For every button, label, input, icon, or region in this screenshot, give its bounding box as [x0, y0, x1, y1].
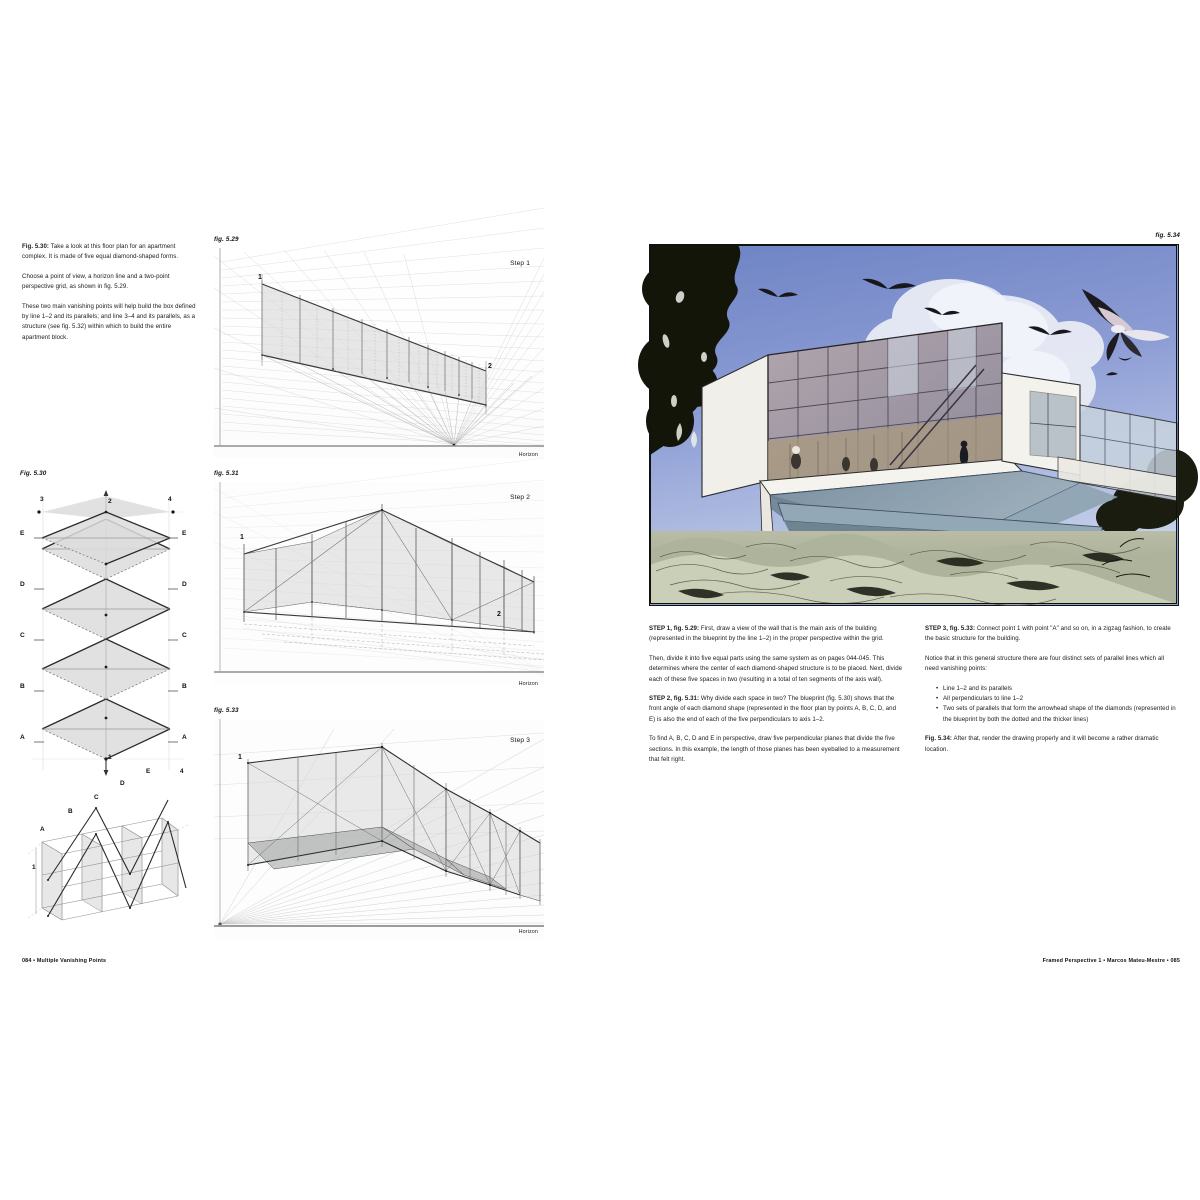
- fig-530-row-label-B-right: B: [182, 683, 187, 690]
- fig-529-drawing: [214, 248, 544, 458]
- step-3-paragraph: STEP 3, fig. 5.33: Connect point 1 with point "A" and so on, in a zigzag fashion, to create the basic structure for the building.: [925, 625, 1171, 643]
- list-item: • All perpendiculars to line 1–2: [936, 694, 1179, 704]
- fig-530-row-label-D-right: D: [182, 581, 187, 588]
- fig-533-drawing: [214, 719, 544, 939]
- right-page-text-columns: [649, 624, 1179, 774]
- fig-532-drawing: [18, 788, 194, 933]
- right-column-right: [925, 624, 1179, 774]
- fig-530-drawing: [18, 482, 194, 782]
- fig-529-caption: fig. 5.29: [214, 236, 239, 243]
- fig-530-point-2-top: 2: [108, 498, 112, 505]
- intro-paragraph-1: Fig. 5.30: Take a look at this floor plan for an apartment complex. It is made of five equal diamond-shaped forms.: [22, 243, 179, 261]
- fig-531-step-label: Step 2: [510, 494, 530, 501]
- svg-text:1: 1: [258, 274, 262, 281]
- fig-530-row-label-C-right: C: [182, 632, 187, 639]
- left-page: [18, 232, 546, 972]
- fig-530-row-label-E-left: E: [20, 530, 25, 537]
- left-page-footer: 084 • Multiple Vanishing Points: [22, 958, 107, 964]
- list-item: • Line 1–2 and its parallels: [936, 684, 1179, 694]
- fig-534-caption: fig. 5.34: [1155, 232, 1180, 239]
- step-2-heading: STEP 2, fig. 5.31:: [649, 695, 700, 703]
- right-column-left: [649, 624, 903, 774]
- fig-533-horizon-label: Horizon: [518, 929, 538, 935]
- figure-5-33: [214, 719, 544, 939]
- svg-text:1: 1: [238, 754, 242, 761]
- step-2-followup-paragraph: To find A, B, C, D and E in perspective, draw five perpendicular planes that divide the five sections. In this example, the length of those planes has been eyeballed to a measurement that felt right.: [649, 735, 900, 764]
- fig-531-caption: fig. 5.31: [214, 470, 239, 477]
- right-page-footer: Framed Perspective 1 • Marcos Mateu-Mestre • 085: [1042, 958, 1180, 964]
- fig-530-caption: Fig. 5.30: [20, 470, 47, 477]
- fig-530-point-4-top: 4: [168, 496, 172, 503]
- step-3-heading: STEP 3, fig. 5.33:: [925, 625, 976, 632]
- list-item: • Two sets of parallels that form the arrowhead shape of the diamonds (represented in the blueprint by both the dotted and the thicker lines): [936, 704, 1179, 725]
- fig-530-row-label-B-left: B: [20, 683, 25, 690]
- fig-530-row-label-A-left: A: [20, 734, 25, 741]
- parallel-sets-intro: Notice that in this general structure there are four distinct sets of parallel lines which all need vanishing points:: [925, 654, 1165, 673]
- illustration-artwork: [650, 245, 1177, 604]
- fig-530-point-3-top: 3: [40, 496, 44, 503]
- fig-529-horizon-label: Horizon: [518, 452, 538, 458]
- fig-534-heading: Fig. 5.34:: [925, 735, 953, 743]
- fig-532-label-B: B: [68, 808, 73, 815]
- step-1-paragraph: STEP 1, fig. 5.29: First, draw a view of the wall that is the main axis of the building (represented in the blueprint by the line 1–2) in the proper perspective within the grid.: [649, 625, 884, 643]
- fig-532-label-A: A: [40, 826, 45, 833]
- step-1-heading: STEP 1, fig. 5.29:: [649, 625, 700, 632]
- fig-533-caption: fig. 5.33: [214, 707, 239, 714]
- figure-5-31: [214, 482, 544, 685]
- fig-530-row-label-C-left: C: [20, 632, 25, 639]
- fig-530-row-label-D-left: D: [20, 581, 25, 588]
- figure-5-29: [214, 248, 544, 458]
- figure-5-30: [18, 482, 194, 782]
- svg-text:2: 2: [488, 363, 492, 370]
- step-2-paragraph: STEP 2, fig. 5.31: Why divide each space in two? The blueprint (fig. 5.30) shows that the front angle of each diamond shape (represented in the floor plan by points A, B, C, D, and E) is also the end of each of the five perpendiculars to axis 1–2.: [649, 695, 897, 723]
- fig-531-drawing: [214, 482, 544, 685]
- fig-532-point-1: 1: [32, 864, 36, 871]
- svg-text:1: 1: [240, 534, 244, 541]
- fig-531-horizon-label: Horizon: [518, 681, 538, 687]
- parallel-sets-list: [925, 684, 1179, 726]
- fig-533-step-label: Step 3: [510, 737, 530, 744]
- intro-paragraph-2: Choose a point of view, a horizon line and a two-point perspective grid, as shown in fig. 5.29.: [22, 272, 170, 291]
- intro-paragraph-3: These two main vanishing points will help build the box defined by line 1–2 and its parallels; and line 3–4 and its parallels, as a structure (see fig. 5.32) within which to build the entire apartment block.: [22, 302, 196, 341]
- fig-530-point-1-bottom: 1: [108, 754, 112, 761]
- fig-532-label-E: E: [146, 768, 151, 775]
- fig-532-point-4: 4: [180, 768, 184, 775]
- fig-529-step-label: Step 1: [510, 260, 530, 267]
- fig-530-ref: Fig. 5.30:: [22, 243, 50, 250]
- intro-text-column: [22, 242, 198, 352]
- fig-530-row-label-E-right: E: [182, 530, 187, 537]
- fig-532-label-C: C: [94, 794, 99, 801]
- svg-text:2: 2: [497, 611, 501, 618]
- fig-532-label-D: D: [120, 780, 125, 787]
- step-1-followup-paragraph: Then, divide it into five equal parts using the same system as on pages 044-045. This determines where the center of each diamond-shaped structure is to be placed. Next, divide each of these five spaces in two (resulting in a total of ten segments of the axis wall).: [649, 654, 903, 683]
- fig-530-row-label-A-right: A: [182, 734, 187, 741]
- figure-5-32: [18, 768, 194, 933]
- fig-534-paragraph: Fig. 5.34: After that, render the drawing properly and it will become a rather dramatic location.: [925, 735, 1159, 753]
- right-page: [646, 232, 1182, 972]
- fig-534-illustration: [649, 244, 1179, 606]
